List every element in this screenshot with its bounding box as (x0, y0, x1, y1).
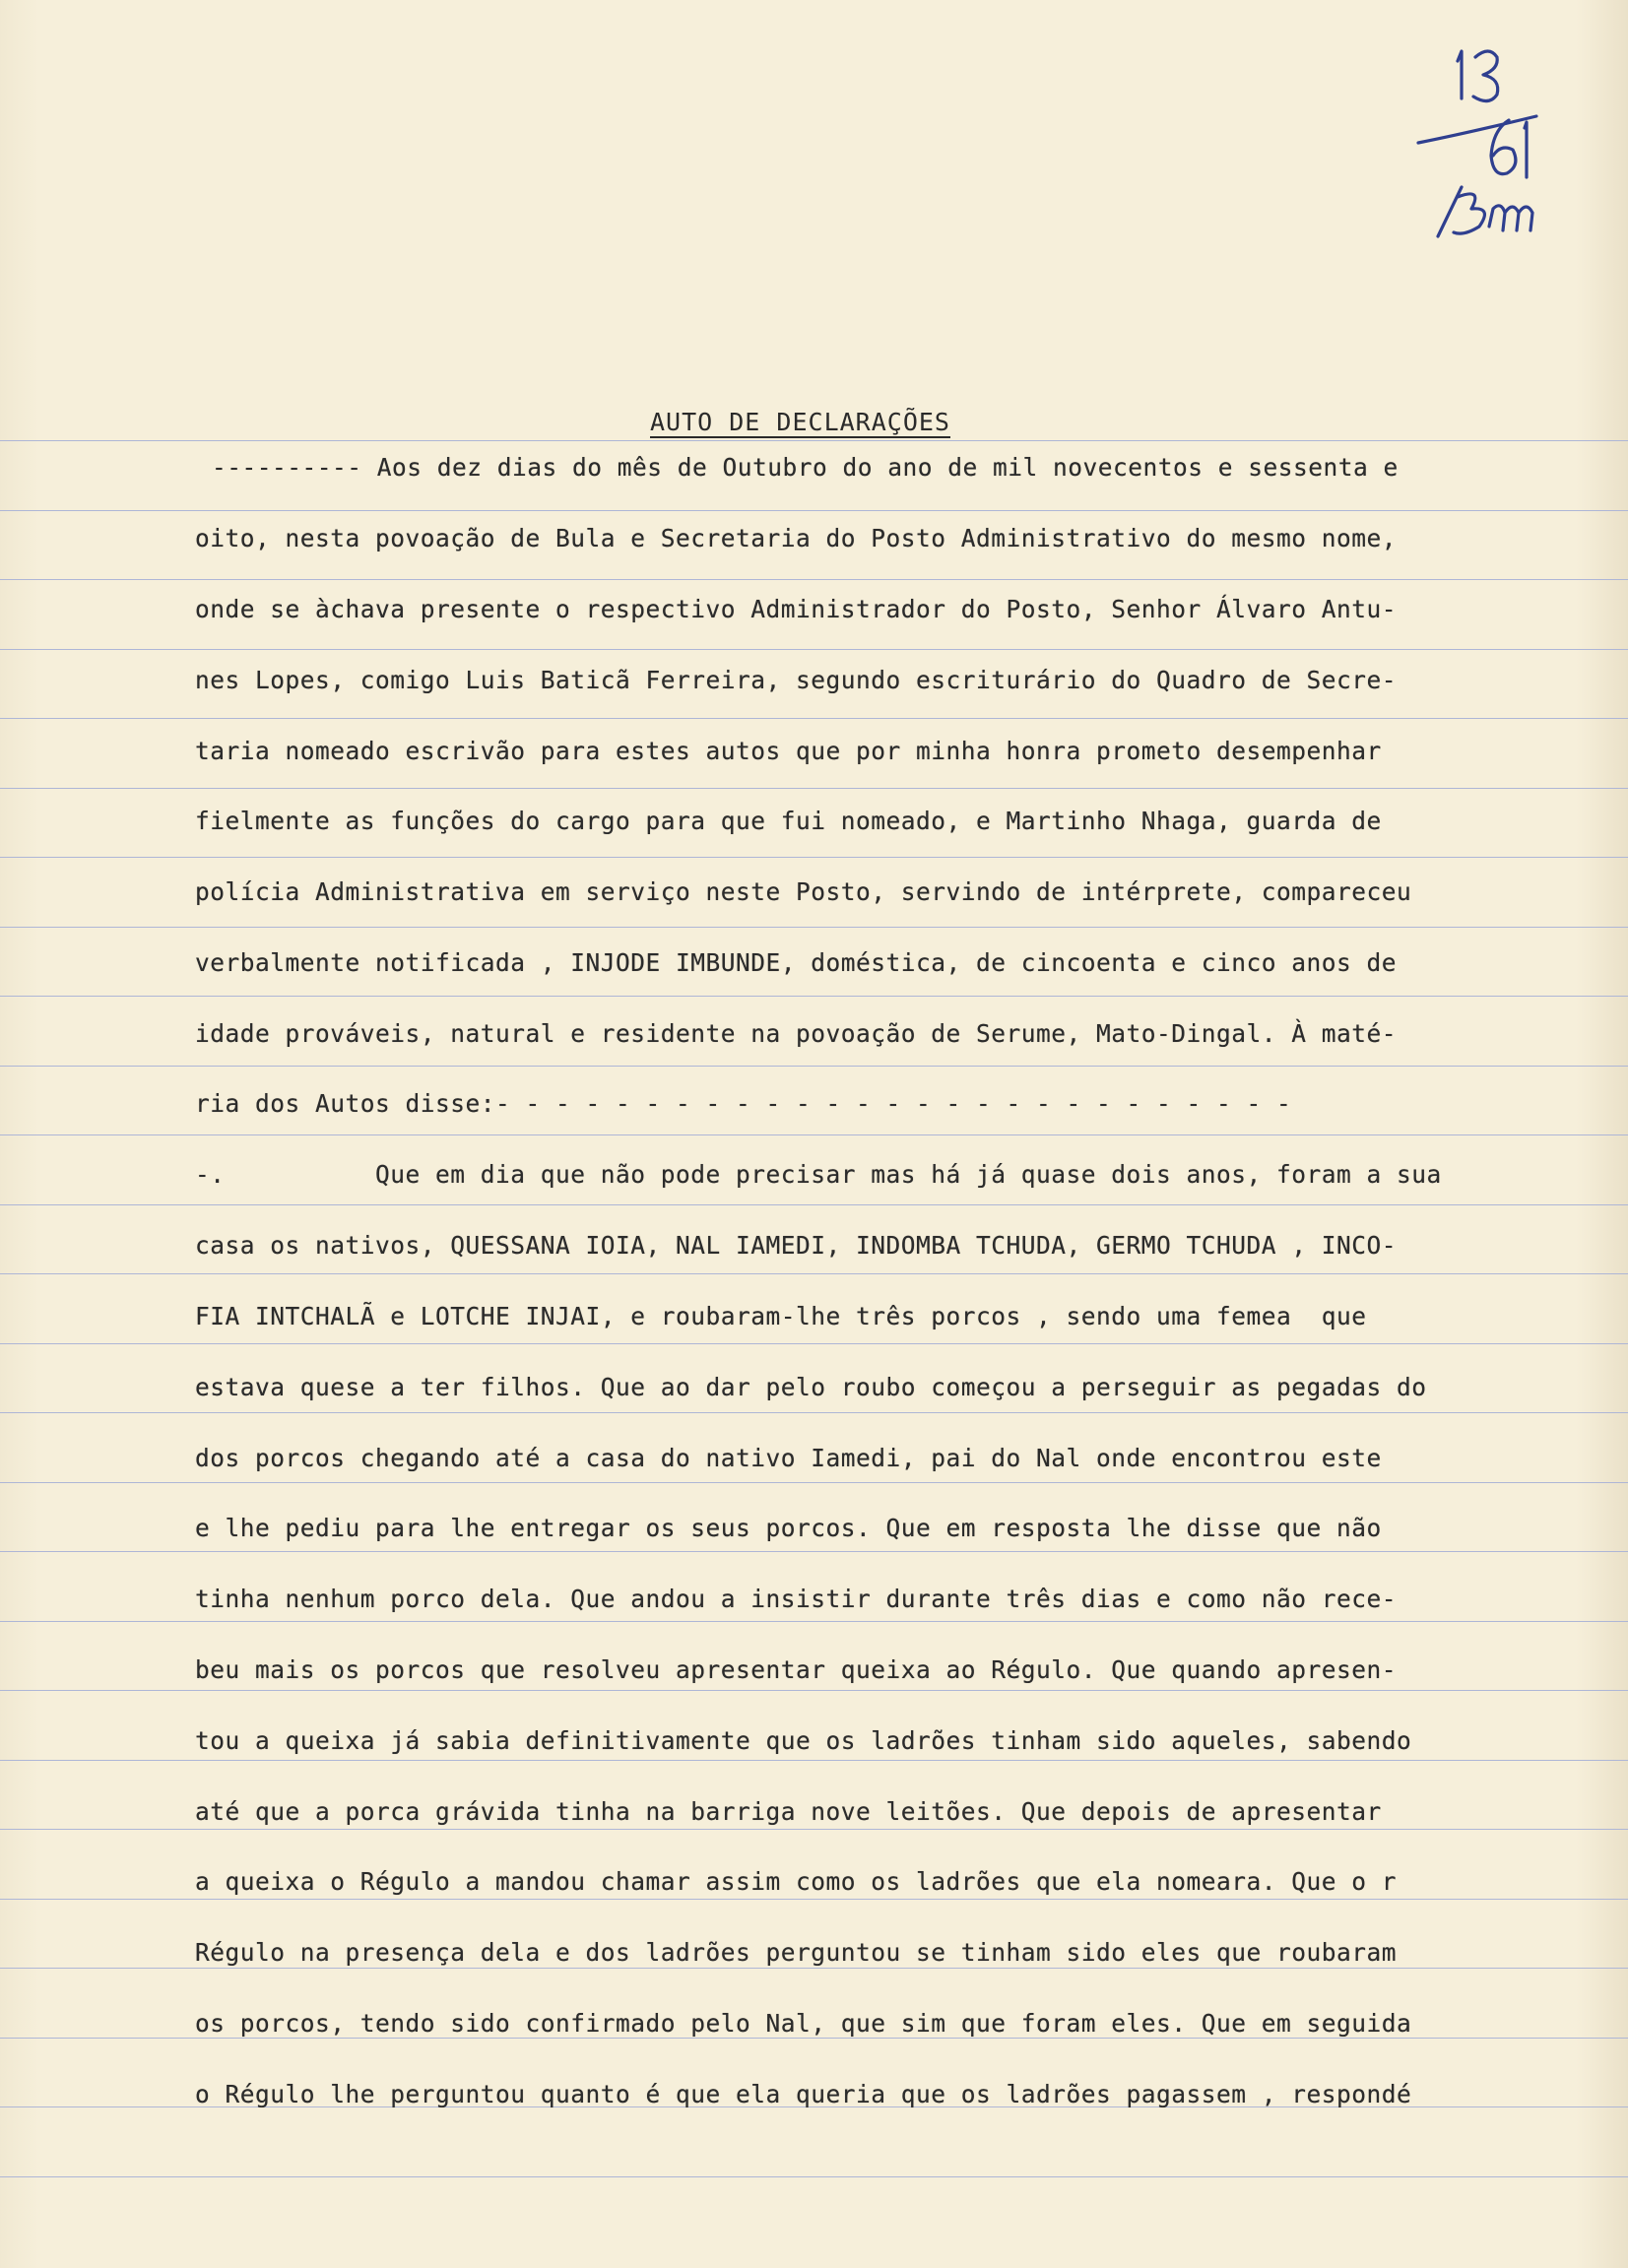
ruled-line (0, 1760, 1628, 1761)
text-line: e lhe pediu para lhe entregar os seus porcos. Que em resposta lhe disse que não (195, 1514, 1382, 1542)
ruled-line (0, 579, 1628, 580)
text-line: casa os nativos, QUESSANA IOIA, NAL IAMEDI, INDOMBA TCHUDA, GERMO TCHUDA , INCO- (195, 1231, 1398, 1260)
text-line: fielmente as funções do cargo para que fui nomeado, e Martinho Nhaga, guarda de (195, 807, 1382, 835)
text-line: ria dos Autos disse:- - - - - - - - - - - - - - - - - - - - - - - - - - - (195, 1089, 1292, 1118)
text-line: a queixa o Régulo a mandou chamar assim como os ladrões que ela nomeara. Que o r (195, 1867, 1398, 1896)
ruled-line (0, 649, 1628, 650)
text-line: dos porcos chegando até a casa do nativo Iamedi, pai do Nal onde encontrou este (195, 1444, 1382, 1472)
text-line: os porcos, tendo sido confirmado pelo Nal, que sim que foram eles. Que em seguida (195, 2009, 1412, 2038)
folio-mark (1399, 39, 1595, 256)
text-line: polícia Administrativa em serviço neste Posto, servindo de intérprete, compareceu (195, 877, 1412, 906)
text-line: estava quese a ter filhos. Que ao dar pelo roubo começou a perseguir as pegadas do (195, 1373, 1427, 1401)
text-line: beu mais os porcos que resolveu apresentar queixa ao Régulo. Que quando apresen- (195, 1655, 1398, 1684)
ruled-line (0, 1343, 1628, 1344)
text-line: oito, nesta povoação de Bula e Secretaria do Posto Administrativo do mesmo nome, (195, 524, 1398, 552)
ruled-line (0, 1134, 1628, 1135)
ruled-line (0, 718, 1628, 719)
text-line: nes Lopes, comigo Luis Baticã Ferreira, segundo escriturário do Quadro de Secre- (195, 666, 1398, 694)
text-line: FIA INTCHALÃ e LOTCHE INJAI, e roubaram-lhe três porcos , sendo uma femea que (195, 1302, 1367, 1330)
ruled-line (0, 1482, 1628, 1483)
ruled-line (0, 1968, 1628, 1969)
ruled-line (0, 1690, 1628, 1691)
text-line: onde se àchava presente o respectivo Administrador do Posto, Senhor Álvaro Antu- (195, 595, 1398, 623)
ruled-line (0, 510, 1628, 511)
ruled-line (0, 927, 1628, 928)
ruled-line (0, 1621, 1628, 1622)
ruled-line (0, 1899, 1628, 1900)
ruled-line (0, 2176, 1628, 2177)
text-line: tou a queixa já sabia definitivamente que os ladrões tinham sido aqueles, sabendo (195, 1726, 1412, 1755)
text-line: verbalmente notificada , INJODE IMBUNDE, doméstica, de cincoenta e cinco anos de (195, 948, 1398, 977)
text-line: tinha nenhum porco dela. Que andou a insistir durante três dias e como não rece- (195, 1585, 1398, 1613)
handwritten-folio-icon (1399, 39, 1595, 256)
ruled-line (0, 1829, 1628, 1830)
ruled-line (0, 1412, 1628, 1413)
document-title: AUTO DE DECLARAÇÕES (650, 408, 950, 436)
ruled-line (0, 440, 1628, 441)
text-line: -. Que em dia que não pode precisar mas há já quase dois anos, foram a sua (195, 1160, 1442, 1189)
text-line: até que a porca grávida tinha na barriga nove leitões. Que depois de apresentar (195, 1797, 1382, 1826)
ruled-line (0, 1066, 1628, 1067)
ruled-line (0, 788, 1628, 789)
ruled-line (0, 857, 1628, 858)
text-line: taria nomeado escrivão para estes autos que por minha honra prometo desempenhar (195, 737, 1382, 765)
text-line: ---------- Aos dez dias do mês de Outubro do ano de mil novecentos e sessenta e (212, 453, 1399, 482)
text-line: o Régulo lhe perguntou quanto é que ela queria que os ladrões pagassem , respondé (195, 2080, 1412, 2108)
ruled-line (0, 1551, 1628, 1552)
ruled-line (0, 1204, 1628, 1205)
text-line: idade prováveis, natural e residente na povoação de Serume, Mato-Dingal. À maté- (195, 1019, 1398, 1048)
ruled-line (0, 996, 1628, 997)
text-line: Régulo na presença dela e dos ladrões perguntou se tinham sido eles que roubaram (195, 1938, 1398, 1967)
ruled-line (0, 1273, 1628, 1274)
